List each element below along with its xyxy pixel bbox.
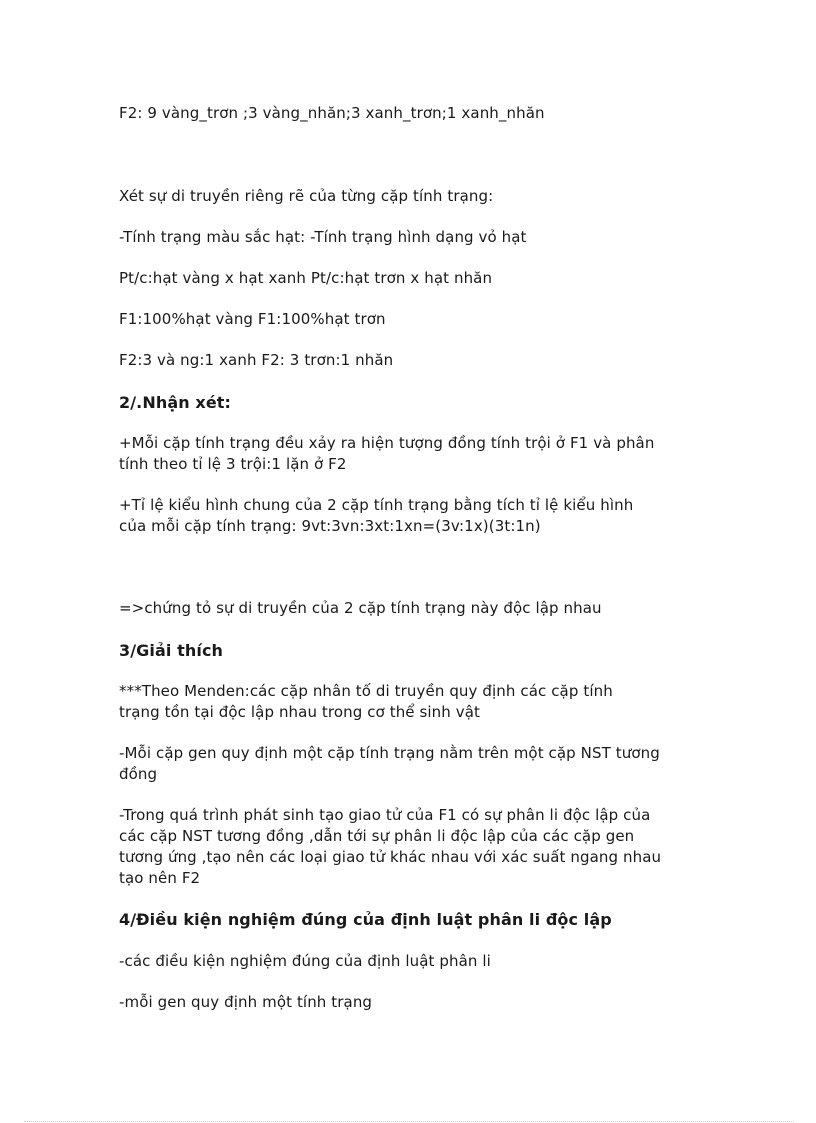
explanation-3-line-2: các cặp NST tương đồng ,dẫn tới sự phân li độc lập của các cặp gen <box>119 827 635 845</box>
explanation-3-line-4: tạo nên F2 <box>119 869 201 887</box>
explanation-1-line-1: ***Theo Menden:các cặp nhân tố di truyền quy định các cặp tính <box>119 682 613 700</box>
explanation-2-line-1: -Mỗi cặp gen quy định một cặp tính trạng nằm trên một cặp NST tương <box>119 744 660 762</box>
heading-nhan-xet: 2/.Nhận xét: <box>119 393 232 412</box>
paragraph-pt: Pt/c:hạt vàng x hạt xanh Pt/c:hạt trơn x hạt nhăn <box>119 269 493 287</box>
f2-ratio-line: F2: 9 vàng_trơn ;3 vàng_nhăn;3 xanh_trơn;1 xanh_nhăn <box>119 104 545 122</box>
page-bottom-divider <box>24 1121 794 1122</box>
heading-giai-thich: 3/Giải thích <box>119 641 224 660</box>
observation-2-line-2: của mỗi cặp tính trạng: 9vt:3vn:3xt:1xn=(3v:1x)(3t:1n) <box>119 517 541 535</box>
observation-1-line-1: +Mỗi cặp tính trạng đều xảy ra hiện tượng đồng tính trội ở F1 và phân <box>119 434 655 452</box>
explanation-3-line-1: -Trong quá trình phát sinh tạo giao tử của F1 có sự phân li độc lập của <box>119 806 651 824</box>
condition-2: -mỗi gen quy định một tính trạng <box>119 993 373 1011</box>
explanation-2-line-2: đồng <box>119 765 158 783</box>
paragraph-intro: Xét sự di truyền riêng rẽ của từng cặp tính trạng: <box>119 187 494 205</box>
heading-dieu-kien: 4/Điều kiện nghiệm đúng của định luật phân li độc lập <box>119 910 612 929</box>
paragraph-f1: F1:100%hạt vàng F1:100%hạt trơn <box>119 310 386 328</box>
explanation-3-line-3: tương ứng ,tạo nên các loại giao tử khác nhau với xác suất ngang nhau <box>119 848 662 866</box>
paragraph-traits: -Tính trạng màu sắc hạt: -Tính trạng hình dạng vỏ hạt <box>119 228 527 246</box>
conclusion-line: =>chứng tỏ sự di truyền của 2 cặp tính trạng này độc lập nhau <box>119 599 602 617</box>
condition-1: -các điều kiện nghiệm đúng của định luật phân li <box>119 952 491 970</box>
observation-2-line-1: +Tỉ lệ kiểu hình chung của 2 cặp tính trạng bằng tích tỉ lệ kiểu hình <box>119 496 634 514</box>
explanation-1-line-2: trạng tồn tại độc lập nhau trong cơ thể sinh vật <box>119 703 481 721</box>
observation-1-line-2: tính theo tỉ lệ 3 trội:1 lặn ở F2 <box>119 455 347 473</box>
paragraph-f2: F2:3 và ng:1 xanh F2: 3 trơn:1 nhăn <box>119 351 394 369</box>
